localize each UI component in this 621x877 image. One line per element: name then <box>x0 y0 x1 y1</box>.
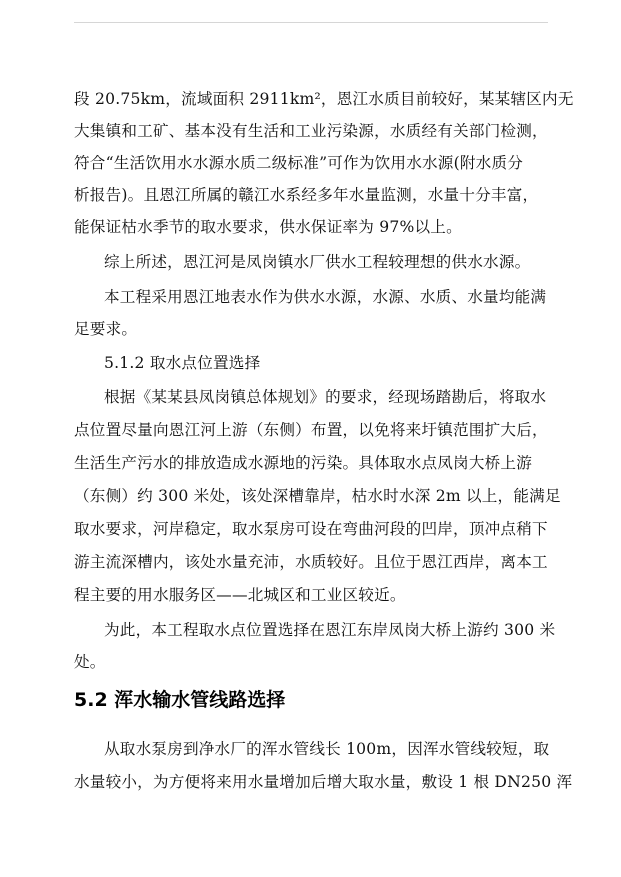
paragraph-line: 根据《某某县凤岗镇总体规划》的要求，经现场踏勘后，将取水 <box>104 388 547 406</box>
paragraph-line: 从取水泵房到净水厂的浑水管线长 100m，因浑水管线较短，取 <box>104 740 550 758</box>
paragraph-line: 综上所述，恩江河是凤岗镇水厂供水工程较理想的供水水源。 <box>104 253 531 271</box>
paragraph-line: （东侧）约 300 米处，该处深槽靠岸，枯水时水深 2m 以上，能满足 <box>74 487 561 505</box>
paragraph-line: 本工程采用恩江地表水作为供水水源，水源、水质、水量均能满 <box>104 288 547 306</box>
subsection-title: 5.1.2 取水点位置选择 <box>104 354 261 372</box>
section-heading: 5.2 浑水输水管线路选择 <box>74 689 286 711</box>
paragraph-line: 生活生产污水的排放造成水源地的污染。具体取水点凤岗大桥上游 <box>74 454 533 472</box>
paragraph-line: 程主要的用水服务区——北城区和工业区较近。 <box>74 586 406 604</box>
paragraph-line: 段 20.75km，流域面积 2911km²，恩江水质目前较好，某某辖区内无 <box>74 90 574 108</box>
paragraph-line: 点位置尽量向恩江河上游（东侧）布置，以免将来圩镇范围扩大后， <box>74 421 548 439</box>
paragraph-line: 为此，本工程取水点位置选择在恩江东岸凤岗大桥上游约 300 米 <box>104 621 556 639</box>
paragraph-line: 能保证枯水季节的取水要求，供水保证率为 97%以上。 <box>74 218 462 236</box>
paragraph-line: 足要求。 <box>74 320 138 338</box>
paragraph-line: 游主流深槽内，该处水量充沛，水质较好。且位于恩江西岸，离本工 <box>74 553 548 571</box>
paragraph-line: 符合“生活饮用水水源水质二级标准”可作为饮用水水源(附水质分 <box>74 154 524 172</box>
page-header-rule <box>74 22 548 23</box>
paragraph-line: 取水要求，河岸稳定，取水泵房可设在弯曲河段的凹岸，顶冲点稍下 <box>74 520 548 538</box>
paragraph-line: 大集镇和工矿、基本没有生活和工业污染源，水质经有关部门检测， <box>74 122 548 140</box>
paragraph-line: 处。 <box>74 653 106 671</box>
paragraph-line: 析报告)。且恩江所属的赣江水系经多年水量监测，水量十分丰富， <box>74 186 539 204</box>
paragraph-line: 水量较小，为方便将来用水量增加后增大取水量，敷设 1 根 DN250 浑 <box>74 773 573 791</box>
